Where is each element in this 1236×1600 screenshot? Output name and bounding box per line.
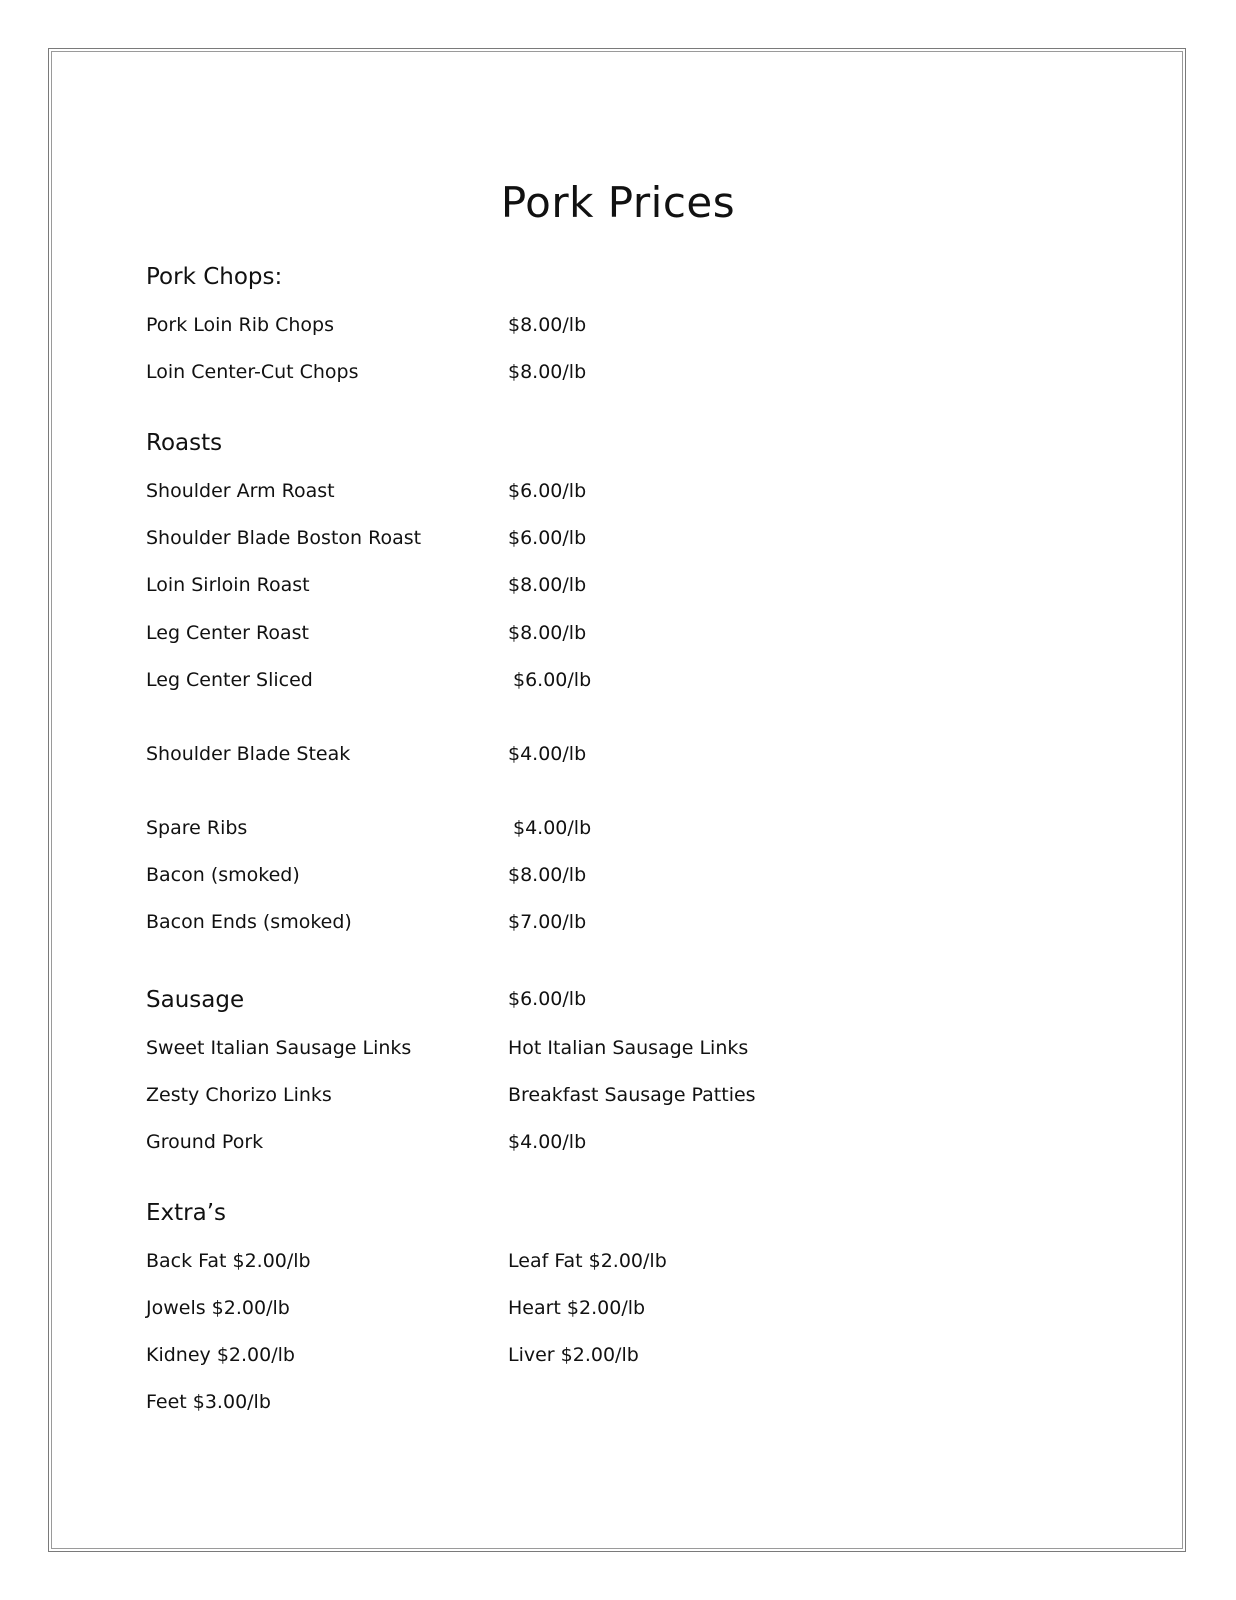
item-name: Bacon Ends (smoked) — [146, 911, 352, 933]
sausage-variety: Zesty Chorizo Links — [146, 1084, 332, 1106]
item-name: Ground Pork — [146, 1131, 264, 1153]
extra-item: Heart $2.00/lb — [508, 1297, 646, 1319]
item-price: $8.00/lb — [508, 864, 587, 886]
extra-item: Leaf Fat $2.00/lb — [508, 1250, 667, 1272]
item-name: Shoulder Blade Steak — [146, 743, 351, 765]
sausage-variety: Sweet Italian Sausage Links — [146, 1037, 412, 1059]
item-name: Loin Center-Cut Chops — [146, 361, 359, 383]
item-name: Shoulder Arm Roast — [146, 480, 335, 502]
item-price: $4.00/lb — [508, 1131, 587, 1153]
extra-item: Kidney $2.00/lb — [146, 1344, 295, 1366]
section-heading-pork-chops: Pork Chops: — [146, 264, 283, 290]
sausage-price: $6.00/lb — [508, 988, 587, 1010]
item-name: Leg Center Roast — [146, 622, 309, 644]
item-name: Leg Center Sliced — [146, 669, 313, 691]
item-price: $7.00/lb — [508, 911, 587, 933]
item-name: Shoulder Blade Boston Roast — [146, 527, 422, 549]
item-price: $4.00/lb — [513, 817, 592, 839]
section-heading-sausage: Sausage — [146, 987, 245, 1013]
sausage-variety: Hot Italian Sausage Links — [508, 1037, 749, 1059]
extra-item: Feet $3.00/lb — [146, 1391, 271, 1413]
item-name: Pork Loin Rib Chops — [146, 314, 334, 336]
item-price: $6.00/lb — [513, 669, 592, 691]
item-price: $8.00/lb — [508, 314, 587, 336]
extra-item: Back Fat $2.00/lb — [146, 1250, 311, 1272]
item-price: $4.00/lb — [508, 743, 587, 765]
section-heading-roasts: Roasts — [146, 430, 223, 456]
extra-item: Liver $2.00/lb — [508, 1344, 639, 1366]
section-heading-extras: Extra’s — [146, 1200, 227, 1226]
item-name: Spare Ribs — [146, 817, 248, 839]
item-price: $6.00/lb — [508, 527, 587, 549]
item-price: $8.00/lb — [508, 361, 587, 383]
item-name: Bacon (smoked) — [146, 864, 300, 886]
item-price: $8.00/lb — [508, 622, 587, 644]
extra-item: Jowels $2.00/lb — [146, 1297, 290, 1319]
page-title: Pork Prices — [500, 178, 736, 228]
item-price: $8.00/lb — [508, 574, 587, 596]
item-name: Loin Sirloin Roast — [146, 574, 310, 596]
sausage-variety: Breakfast Sausage Patties — [508, 1084, 756, 1106]
item-price: $6.00/lb — [508, 480, 587, 502]
